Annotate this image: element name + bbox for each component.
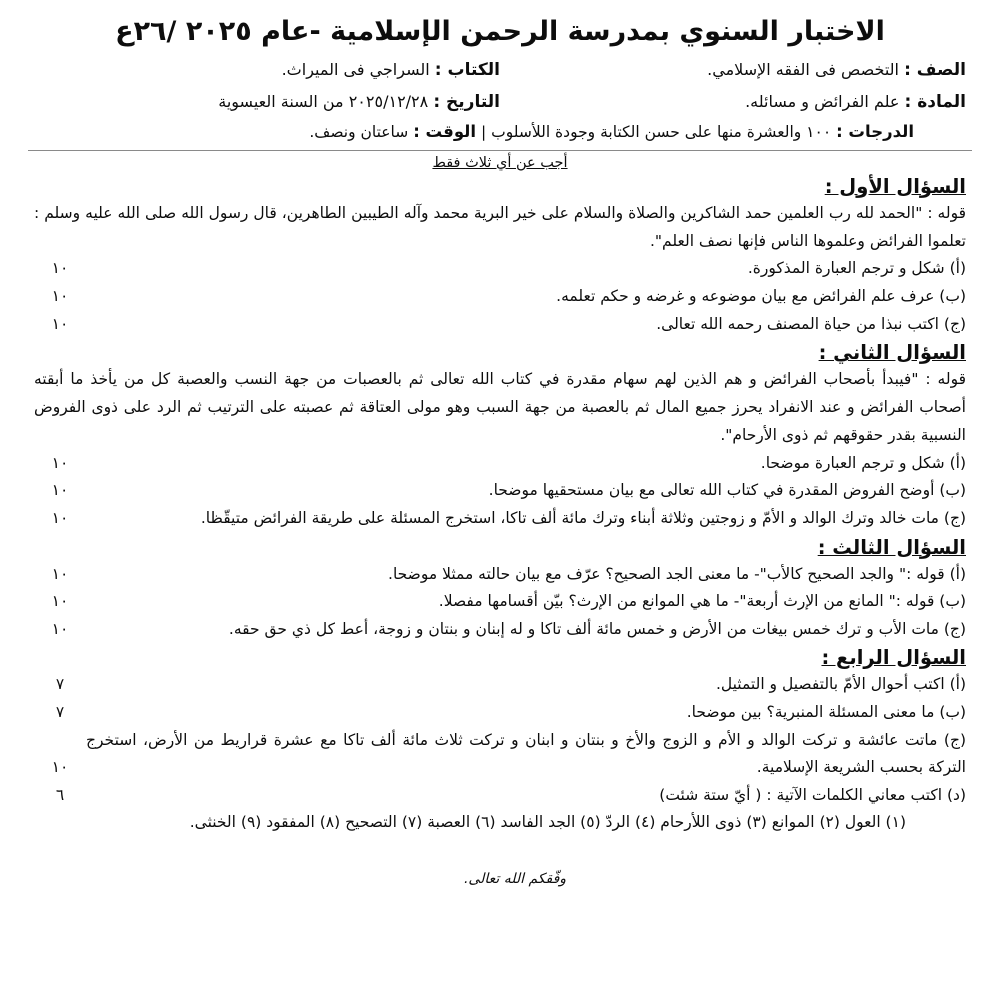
exam-instruction: أجب عن أي ثلاث فقط [432, 154, 568, 171]
item-text: (ج) مات الأب و ترك خمس بيغات من الأرض و خمس مائة ألف تاكا و له إبنان و بنتان و زوجة، أعط كل ذي حق حقه. [228, 619, 966, 638]
question-4-item-b [34, 699, 966, 727]
meta-divider: | [480, 122, 487, 141]
question-2-item-a [34, 450, 966, 478]
item-marks: ١٠ [51, 481, 69, 500]
meta-book-value: السراجي فى الميراث. [281, 60, 430, 79]
question-4-word-list: (١) العول (٢) الموانع (٣) ذوى اللأرحام (٤) الردّ (٥) الجد الفاسد (٦) العصبة (٧) التصحيح (٨) المفقود (٩) الخنثى. [189, 813, 906, 832]
meta-marks-value: ١٠٠ والعشرة منها على حسن الكتابة وجودة اللأسلوب [491, 122, 832, 141]
item-text: (د) اكتب معاني الكلمات الآتية : ( أيّ ستة شئت) [659, 785, 966, 804]
meta-time-label: الوقت : [413, 121, 477, 141]
header-divider-line [28, 150, 972, 151]
item-text: (أ) قوله :" والجد الصحيح كالأب"- ما معنى الجد الصحيح؟ عرّف مع بيان حالته ممثلا موضحا. [388, 564, 966, 583]
header-meta [34, 57, 966, 116]
question-2-item-c [34, 505, 966, 533]
item-marks: ٧ [55, 702, 65, 721]
question-4-item-a [34, 671, 966, 699]
meta-class-value: التخصص فى الفقه الإسلامي. [707, 60, 899, 79]
meta-marks-time [34, 122, 966, 141]
question-2-heading: السؤال الثاني : [818, 341, 966, 365]
question-2-intro: قوله : "فيبدأ بأصحاب الفرائض و هم الذين لهم سهام مقدرة في كتاب الله تعالى ثم بالعصبات من جهة النسب والعصبة كل من يأخذ ما أبقته أصحاب الفرائض و عند الانفراد يحرز جميع المال ثم بالعصبة من جهة السبب وهو مولى العتاقة ثم عصبته على الترتيب ثم الرد على ذوى الفروض النسبية بقدر حقوقهم ثم ذوى الأرحام". [34, 370, 966, 444]
question-3-item-b [34, 588, 966, 616]
item-text: (أ) شكل و ترجم العبارة المذكورة. [747, 259, 966, 278]
question-1 [34, 175, 966, 339]
item-marks: ١٠ [51, 314, 69, 333]
item-marks: ١٠ [51, 564, 69, 583]
question-3-item-c [34, 616, 966, 644]
item-marks: ١٠ [51, 592, 69, 611]
question-3-item-a [34, 561, 966, 589]
meta-book-label: الكتاب : [434, 60, 500, 80]
question-1-heading: السؤال الأول : [824, 174, 966, 198]
item-text: (ب) عرف علم الفرائض مع بيان موضوعه و غرضه و حكم تعلمه. [556, 287, 966, 306]
question-4-heading: السؤال الرابع : [821, 646, 966, 670]
meta-marks-label: الدرجات : [836, 121, 914, 141]
meta-subject-value: علم الفرائض و مسائله. [745, 92, 900, 112]
question-4 [34, 646, 966, 837]
question-4-item-c [34, 727, 966, 782]
item-text: (ب) ما معنى المسئلة المنبرية؟ بين موضحا. [686, 702, 966, 721]
meta-class-label: الصف : [904, 60, 966, 80]
item-text: (أ) شكل و ترجم العبارة موضحا. [760, 453, 966, 472]
question-3 [34, 536, 966, 644]
meta-time-value: ساعتان ونصف. [309, 122, 409, 141]
meta-date [34, 89, 500, 115]
item-marks: ١٠ [51, 259, 69, 278]
item-marks: ١٠ [51, 287, 69, 306]
question-4-item-d [34, 782, 966, 810]
item-text: (ب) قوله :" المانع من الإرث أربعة"- ما هي الموانع من الإرث؟ بيّن أقسامها مفصلا. [438, 592, 966, 611]
item-text: (ب) أوضح الفروض المقدرة في كتاب الله تعالى مع بيان مستحقيها موضحا. [488, 481, 966, 500]
question-1-intro: قوله : "الحمد لله رب العلمين حمد الشاكرين والصلاة والسلام على خير البرية محمد وآله الطيبين الطاهرين، قال رسول الله صلى الله عليه وسلم : تعلموا الفرائض وعلموها الناس فإنها نصف العلم". [34, 203, 966, 250]
item-marks: ١٠ [51, 619, 69, 638]
item-marks: ٧ [55, 675, 65, 694]
item-text: (ج) مات خالد وترك الوالد و الأمّ و زوجتين وثلاثة أبناء وترك مائة ألف تاكا، استخرج المسئلة على طريقة الفرائض متيقّظا. [200, 509, 966, 528]
meta-book [34, 57, 500, 83]
question-2-item-b [34, 477, 966, 505]
question-1-item-c [34, 311, 966, 339]
item-text: (ج) ماتت عائشة و تركت الوالد و الأم و الزوج والأخ و بنتان و ابنان و تركت ثلاث مائة ألف تاكا مع عشرة قراريط من الأرض، استخرج التركة بحسب الشريعة الإسلامية. [86, 730, 966, 777]
item-text: (أ) اكتب أحوال الأمّ بالتفصيل و التمثيل. [715, 675, 966, 694]
meta-class [500, 57, 966, 83]
question-2 [34, 341, 966, 532]
meta-date-label: التاريخ : [433, 92, 500, 113]
meta-date-value: ٢٠٢٥/١٢/٢٨ من السنة العيسوية [218, 92, 429, 112]
page-title: الاختبار السنوي بمدرسة الرحمن الإسلامية -عام ٢٠٢٥ /٢٦ع [115, 16, 885, 47]
item-marks: ١٠ [51, 453, 69, 472]
question-1-item-b [34, 283, 966, 311]
item-text: (ج) اكتب نبذا من حياة المصنف رحمه الله تعالى. [656, 314, 966, 333]
meta-subject-label: المادة : [904, 92, 966, 113]
item-marks: ١٠ [51, 758, 69, 777]
footer-blessing: وفّقكم الله تعالى. [463, 871, 567, 888]
question-3-heading: السؤال الثالث : [817, 535, 966, 559]
item-marks: ٦ [55, 785, 65, 804]
question-1-item-a [34, 255, 966, 283]
item-marks: ١٠ [51, 509, 69, 528]
meta-subject [500, 89, 966, 115]
